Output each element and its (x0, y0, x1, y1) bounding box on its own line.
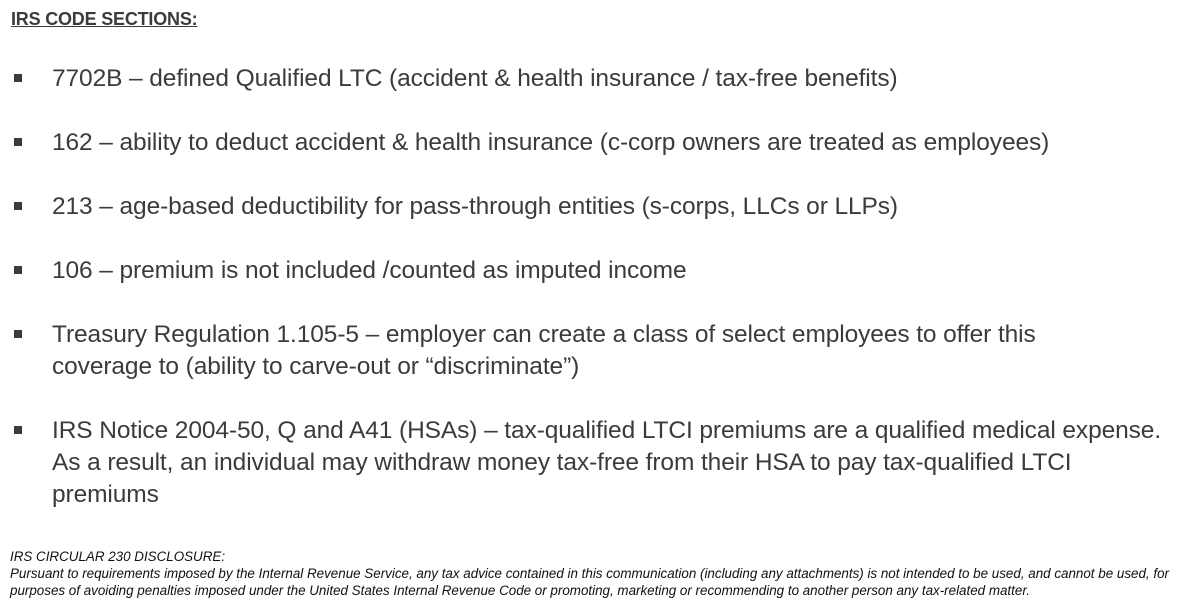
disclosure-title: IRS CIRCULAR 230 DISCLOSURE: (10, 549, 226, 564)
disclosure-body: Pursuant to requirements imposed by the Internal Revenue Service, any tax advice contained in this communication (including any attachments) is not intended to be used, and cannot be used, for purposes of avoiding penalties imposed under the United States Internal Revenue Code or promoting, marketing or recommending to another person any tax-related matter. (10, 566, 1169, 598)
bullet-icon (14, 138, 22, 146)
section-heading: IRS CODE SECTIONS: (11, 9, 198, 29)
bullet-icon (14, 202, 22, 210)
circular-230-disclosure (10, 548, 1200, 599)
bullet-icon (14, 74, 22, 82)
list-item-text: Treasury Regulation 1.105-5 – employer can create a class of select employees to offer this coverage to (ability to carve-out or “discriminate”) (52, 321, 1036, 380)
list-item-text: 162 – ability to deduct accident & health insurance (c-corp owners are treated as employees) (52, 129, 1050, 156)
bullet-icon (14, 330, 22, 338)
list-item-text: 106 – premium is not included /counted as imputed income (52, 257, 687, 284)
list-item-text: 213 – age-based deductibility for pass-through entities (s-corps, LLCs or LLPs) (52, 193, 898, 220)
list-item-text: 7702B – defined Qualified LTC (accident & health insurance / tax-free benefits) (52, 65, 898, 92)
bullet-icon (14, 266, 22, 274)
list-item-text: IRS Notice 2004-50, Q and A41 (HSAs) – tax-qualified LTCI premiums are a qualified medical expense. As a result, an individual may withdraw money tax-free from their HSA to pay tax-qualified LTCI premiums (52, 417, 1162, 508)
bullet-icon (14, 426, 22, 434)
